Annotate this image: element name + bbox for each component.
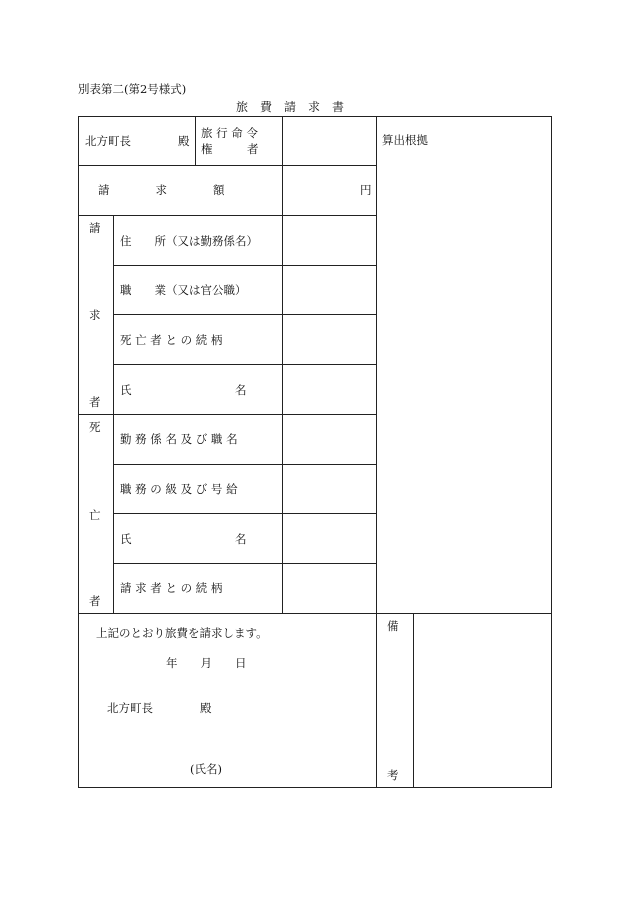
deceased-relation-label: 請 求 者 と の 続 柄 (120, 581, 223, 595)
travel-authority-label-line2: 権 者 (201, 142, 259, 156)
yen-unit: 円 (360, 183, 372, 197)
claimant-section-char-1: 請 (89, 221, 101, 235)
claim-amount-label: 請 求 額 (98, 183, 225, 197)
footer-addressee: 北方町長 (107, 701, 153, 715)
claimant-section-char-2: 求 (89, 308, 101, 322)
claimant-address-label: 住 所（又は勤務係名） (120, 234, 258, 248)
addressee-suffix: 殿 (178, 134, 190, 148)
claimant-name-label: 氏 名 (120, 383, 247, 397)
signature-label: (氏名) (190, 762, 222, 776)
deceased-section-char-1: 死 (89, 420, 101, 434)
deceased-post-label: 勤 務 係 名 及 び 職 名 (120, 432, 238, 446)
claimant-relation-label: 死 亡 者 と の 続 柄 (120, 333, 223, 347)
date-line: 年 月 日 (166, 656, 247, 670)
addressee-name: 北方町長 (85, 134, 131, 148)
remarks-label-bottom: 考 (387, 768, 399, 782)
request-statement: 上記のとおり旅費を請求します。 (96, 626, 268, 640)
form-title: 旅 費 請 求 書 (236, 100, 345, 114)
claimant-section-char-3: 者 (89, 395, 101, 409)
deceased-section-char-3: 者 (89, 594, 101, 608)
deceased-section-char-2: 亡 (89, 508, 101, 522)
footer-addressee-suffix: 殿 (200, 701, 212, 715)
calculation-basis-label: 算出根拠 (382, 133, 428, 147)
deceased-name-label: 氏 名 (120, 532, 247, 546)
travel-authority-label-line1: 旅 行 命 令 (201, 126, 258, 140)
deceased-grade-label: 職 務 の 級 及 び 号 給 (120, 482, 238, 496)
claimant-occupation-label: 職 業（又は官公職） (120, 283, 247, 297)
form-header-label: 別表第二(第2号様式) (78, 82, 187, 96)
remarks-label-top: 備 (387, 619, 399, 633)
